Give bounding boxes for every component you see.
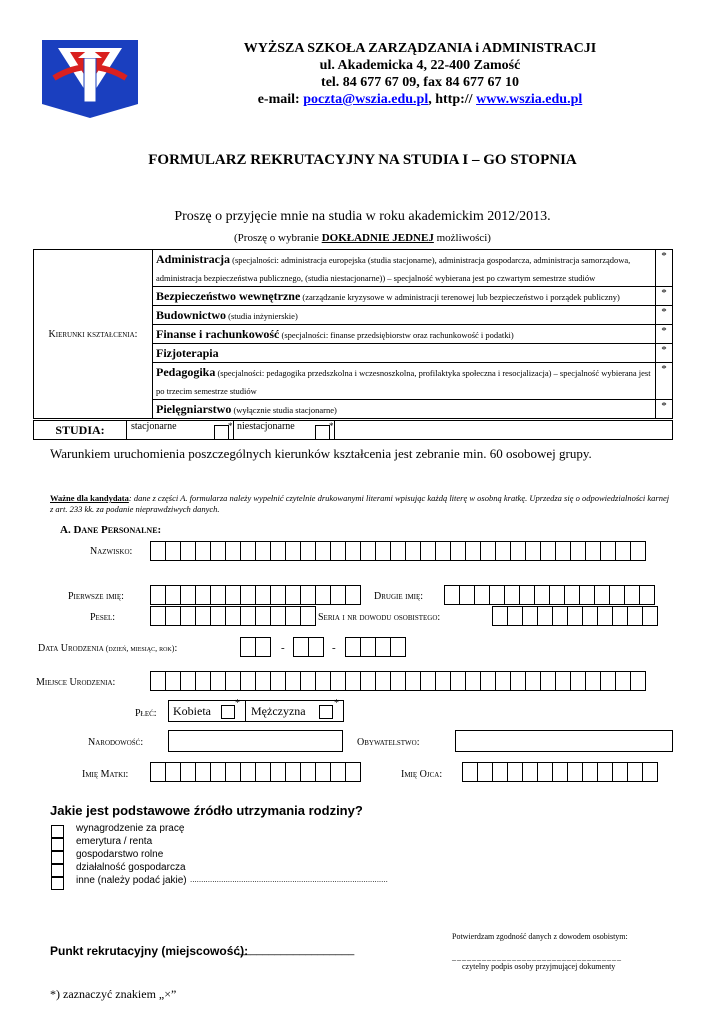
day-input[interactable] (240, 637, 270, 657)
asterisk: * (228, 421, 233, 431)
obywatelstwo-label: Obywatelstwo: (357, 737, 420, 748)
plec-field (168, 700, 344, 722)
request-note: (Proszę o wybranie DOKŁADNIE JEDNEJ możliwości) (234, 232, 491, 244)
studia-row (33, 420, 673, 440)
select-mark[interactable]: * (656, 250, 673, 287)
seria-input[interactable] (492, 606, 657, 626)
footnote: *) zaznaczyć znakiem „×” (50, 987, 177, 1001)
punkt-label: Punkt rekrutacyjny (miejscowość): (50, 944, 249, 958)
asterisk: * (235, 698, 240, 709)
nazwisko-input[interactable] (150, 541, 645, 561)
signature-line[interactable]: _ _ _ _ _ _ _ _ _ _ _ _ _ _ _ _ _ _ _ _ _ _ _ _ _ _ _ _ _ _ _ _ _ _ (452, 953, 621, 962)
kierunek-row[interactable]: Finanse i rachunkowość (specjalności: finanse przedsiębiorstw oraz rachunkowość i podatki) (153, 325, 656, 344)
confirm-text: Potwierdzam zgodność danych z dowodem osobistym: (452, 932, 628, 941)
http-prefix: , http:// (428, 92, 477, 107)
candidate-notice: Ważne dla kandydata: dane z części A. formularza należy wypełnić czytelnie drukowanymi literami wpisując każdą literę w osobną kratkę. Uprzedza się o odpowiedzialności karnej z art. 233 kk. za podanie nieprawdziwych danych. (50, 493, 670, 514)
month-input[interactable] (293, 637, 323, 657)
school-contact (215, 91, 625, 108)
kierunek-row[interactable]: Budownictwo (studia inżynierskie) (153, 306, 656, 325)
miejsce-urodzenia-label: Miejsce Urodzenia: (36, 677, 116, 688)
income-option-label: działalność gospodarcza (76, 862, 186, 873)
kierunki-table (33, 249, 673, 419)
miejsce-urodzenia-input[interactable] (150, 671, 645, 691)
punkt-input[interactable]: ___________________ (238, 944, 355, 956)
divider (233, 421, 234, 439)
select-mark[interactable]: * (656, 363, 673, 400)
imie-ojca-input[interactable] (462, 762, 657, 782)
income-option-checkbox[interactable] (51, 877, 64, 890)
kierunek-row[interactable]: Fizjoterapia (153, 344, 656, 363)
income-option-label: gospodarstwo rolne (76, 849, 164, 860)
income-option-label: wynagrodzenie za pracę (76, 823, 185, 834)
request-text: Proszę o przyjęcie mnie na studia w roku akademickim 2012/2013. (174, 209, 551, 224)
website-link[interactable]: www.wszia.edu.pl (476, 92, 583, 107)
email-link[interactable]: poczta@wszia.edu.pl (303, 92, 429, 107)
income-option-checkbox[interactable] (51, 864, 64, 877)
pierwsze-imie-label: Pierwsze imię: (68, 591, 124, 602)
date-dash: - (332, 642, 336, 654)
studia-niestacjonarne-label: niestacjonarne (237, 421, 295, 432)
income-option-label: emerytura / renta (76, 836, 153, 847)
mezczyzna-label: Mężczyzna (251, 704, 306, 718)
income-option-checkbox[interactable] (51, 825, 64, 838)
kierunek-row[interactable]: Pedagogika (specjalności: pedagogika przedszkolna i wczesnoszkolna, profilaktyka społeczna i resocjalizacja) – specjalność wybierana jest po trzecim semestrze studiów (153, 363, 656, 400)
kierunek-row[interactable]: Bezpieczeństwo wewnętrzne (zarządzanie kryzysowe w administracji terenowej lub bezpieczeństwo i porządek publiczny) (153, 287, 656, 306)
studia-niestacjonarne-checkbox[interactable] (315, 425, 330, 440)
school-name: WYŻSZA SZKOŁA ZARZĄDZANIA i ADMINISTRACJI (243, 41, 597, 56)
email-prefix: e-mail: (257, 92, 304, 107)
narodowosc-input[interactable] (168, 730, 343, 752)
mezczyzna-checkbox[interactable] (319, 705, 333, 719)
seria-label: Seria i nr dowodu osobistego: (318, 612, 441, 623)
select-mark[interactable]: * (656, 306, 673, 325)
school-address: ul. Akademicka 4, 22-400 Zamość (319, 58, 521, 73)
narodowosc-label: Narodowość: (88, 737, 144, 748)
divider (245, 701, 246, 721)
studia-stacjonarne-label: stacjonarne (131, 421, 177, 432)
pesel-input[interactable] (150, 606, 315, 626)
form-title: FORMULARZ REKRUTACYJNY NA STUDIA I – GO STOPNIA (148, 152, 577, 168)
imie-matki-label: Imię Matki: (82, 769, 129, 780)
data-urodzenia-label: Data Urodzenia (dzień, miesiąc, rok): (38, 643, 178, 654)
select-mark[interactable]: * (656, 287, 673, 306)
kobieta-checkbox[interactable] (221, 705, 235, 719)
kierunki-label: Kierunki kształcenia: (34, 250, 153, 419)
other-income-input[interactable]: ......................................................................................... (190, 875, 388, 884)
pesel-label: Pesel: (90, 612, 116, 623)
studia-label: STUDIA: (34, 421, 127, 439)
warning-text: Warunkiem uruchomienia poszczególnych kierunków kształcenia jest zebranie min. 60 osobowej grupy. (50, 446, 592, 461)
income-option-label: inne (należy podać jakie) (76, 875, 187, 886)
kobieta-label: Kobieta (173, 704, 211, 718)
school-logo (40, 38, 140, 120)
school-phone: tel. 84 677 67 09, fax 84 677 67 10 (321, 75, 519, 90)
select-mark[interactable]: * (656, 325, 673, 344)
select-mark[interactable]: * (656, 344, 673, 363)
nazwisko-label: Nazwisko: (90, 546, 133, 557)
asterisk: * (334, 698, 339, 709)
kierunek-row[interactable]: Pielęgniarstwo (wyłącznie studia stacjonarne) (153, 400, 656, 419)
imie-ojca-label: Imię Ojca: (401, 769, 443, 780)
select-mark[interactable]: * (656, 400, 673, 419)
year-input[interactable] (345, 637, 405, 657)
drugie-imie-input[interactable] (444, 585, 654, 605)
income-question: Jakie jest podstawowe źródło utrzymania rodziny? (50, 803, 363, 818)
signature-caption: czytelny podpis osoby przyjmującej dokumenty (462, 962, 616, 971)
section-a-title: A. Dane Personalne: (60, 524, 162, 536)
studia-stacjonarne-checkbox[interactable] (214, 425, 229, 440)
kierunek-row[interactable]: Administracja (specjalności: administracja europejska (studia stacjonarne), administracja gospodarcza, administracja samorządowa, administracja bezpieczeństwa publicznego, (studia niestacjonarne)) – specjalność wybierana jest po czwartym semestrze studiów (153, 250, 656, 287)
obywatelstwo-input[interactable] (455, 730, 673, 752)
imie-matki-input[interactable] (150, 762, 360, 782)
drugie-imie-label: Drugie imię: (374, 591, 424, 602)
asterisk: * (329, 421, 334, 431)
income-option-checkbox[interactable] (51, 851, 64, 864)
plec-label: Płeć: (135, 708, 157, 719)
date-dash: - (281, 642, 285, 654)
income-option-checkbox[interactable] (51, 838, 64, 851)
divider (334, 421, 335, 439)
pierwsze-imie-input[interactable] (150, 585, 360, 605)
